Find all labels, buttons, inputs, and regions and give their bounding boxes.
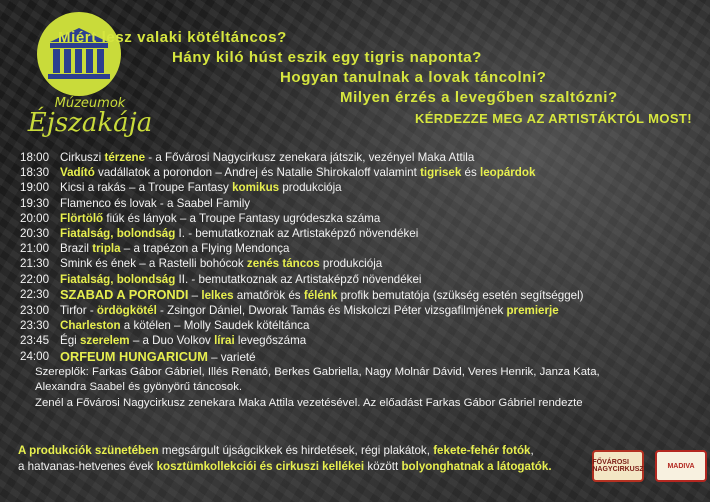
footer-text (18, 443, 608, 474)
highlight-text: komikus (232, 181, 280, 195)
schedule-row (20, 196, 700, 211)
highlight-text: Vadító (60, 166, 95, 180)
description-text: produkciója (319, 257, 383, 271)
schedule-time: 23:45 (20, 334, 50, 348)
schedule-description (60, 196, 700, 211)
description-text: produkciója (279, 181, 342, 195)
description-text: I. - bemutatkoznak az Artistaképző növendékei (175, 227, 419, 241)
description-text: amatőrök és (233, 288, 304, 302)
highlight-text: ördögkötél (96, 304, 157, 318)
highlight-text: félénk (303, 288, 338, 302)
schedule-time: 18:30 (20, 166, 50, 180)
description-text: – a trapézon a Flying Mendonça (120, 242, 290, 256)
schedule-row (20, 165, 700, 180)
highlight-text: fekete-fehér (433, 444, 503, 457)
description-text: Smink és ének – a Rastelli bohócok (60, 257, 247, 271)
schedule-row (20, 241, 700, 256)
schedule-list (20, 150, 700, 411)
logo-big-text: Éjszakája (27, 108, 153, 138)
description-text: Égi (60, 334, 80, 348)
highlight-text: fotók (502, 444, 531, 457)
cast-line: Szereplők: Farkas Gábor Gábriel, Illés Renátó, Berkes Gabriella, Nagy Molnár Dávid, Veres Henrik, Janza Kata, (35, 365, 600, 378)
schedule-description (60, 287, 700, 303)
description-text: fiúk és lányok – a Troupe Fantasy ugródeszka száma (103, 211, 381, 225)
highlight-text: Fiatalság, bolondság (60, 227, 176, 241)
footer-segment: a hatvanas-hetvenes évek (18, 459, 157, 473)
highlight-text: szerelem (79, 334, 130, 348)
description-text: a kötélen – Molly Saudek kötéltánca (120, 319, 310, 333)
schedule-description (60, 272, 700, 287)
schedule-row (20, 150, 700, 165)
schedule-description (60, 180, 700, 195)
schedule-description (60, 165, 700, 180)
description-text: Brazil (60, 242, 93, 256)
description-text: Flamenco és lovak - a Saabel Family (60, 196, 251, 210)
schedule-row (20, 349, 700, 365)
highlight-text: tigrisek (420, 166, 462, 180)
description-text: Kicsi a rakás – a Troupe Fantasy (60, 181, 233, 195)
question-line: Hogyan tanulnak a lovak táncolni? (280, 69, 547, 86)
schedule-description (60, 349, 700, 365)
question-line: Miért lesz valaki kötéltáncos? (58, 29, 287, 46)
schedule-description (60, 318, 700, 333)
description-text: vadállatok a porondon – Andrej és Natalie Shirokaloff valamint (94, 166, 421, 180)
description-text: – varieté (207, 350, 256, 364)
schedule-time: 19:30 (20, 196, 50, 210)
highlight-text: lelkes (201, 288, 234, 302)
schedule-description (60, 226, 700, 241)
highlight-text: Fiatalság, bolondság (60, 272, 176, 286)
schedule-row (20, 256, 700, 271)
schedule-row (20, 318, 700, 333)
schedule-row (20, 303, 700, 318)
schedule-row (20, 180, 700, 195)
schedule-time: 20:00 (20, 211, 50, 225)
highlight-text: Flörtölő (60, 211, 104, 225)
schedule-time: 18:00 (20, 151, 50, 164)
partner-logo-madiva: MADIVA (655, 450, 707, 482)
highlight-text: SZABAD A PORONDI (60, 286, 189, 302)
highlight-text: leopárdok (480, 166, 536, 180)
schedule-row (20, 287, 700, 303)
description-text: – (188, 288, 202, 302)
highlight-text: premierje (506, 304, 559, 318)
highlight-text: lírai (214, 334, 235, 348)
highlight-text: zenés táncos (246, 257, 320, 271)
schedule-time: 22:00 (20, 272, 50, 286)
description-text: Cirkuszi (60, 151, 105, 164)
logo-small-text: Múzeumok (54, 96, 126, 111)
description-text: levegőszáma (234, 334, 307, 348)
footer-segment: , (530, 444, 534, 457)
schedule-time: 24:00 (20, 349, 50, 363)
footer-line (18, 459, 608, 475)
schedule-time: 21:00 (20, 242, 50, 256)
highlight-text: térzene (104, 151, 146, 164)
highlight-text: Charleston (60, 319, 121, 333)
schedule-description (60, 211, 700, 226)
schedule-row (20, 211, 700, 226)
cast-block (20, 365, 700, 411)
schedule-time: 19:00 (20, 181, 50, 195)
cast-line: Alexandra Saabel és gyönyörű táncosok. (35, 381, 243, 394)
schedule-row (20, 333, 700, 348)
schedule-row (20, 226, 700, 241)
description-text: II. - bemutatkoznak az Artistaképző növendékei (175, 272, 422, 286)
schedule-description (60, 241, 700, 256)
schedule-time: 22:30 (20, 287, 50, 301)
schedule-description (60, 150, 700, 165)
schedule-time: 20:30 (20, 227, 50, 241)
highlight-text: ORFEUM HUNGARICUM (60, 348, 208, 364)
schedule-time: 21:30 (20, 257, 50, 271)
description-text: - a Fővárosi Nagycirkusz zenekara játszik, vezényel Maka Attila (145, 151, 475, 164)
highlight-text: kosztümkollekciói és cirkuszi kellékei (156, 459, 368, 473)
footer-line (18, 443, 608, 459)
highlight-text: bolyonghatnak a látogatók. (401, 459, 552, 473)
schedule-time: 23:30 (20, 319, 50, 333)
call-to-action: KÉRDEZZE MEG AZ ARTISTÁKTÓL MOST! (414, 111, 692, 126)
partner-logo-nagycirkusz: FŐVÁROSI NAGYCIRKUSZ (592, 450, 644, 482)
schedule-description (60, 303, 700, 318)
schedule-row (20, 272, 700, 287)
footer-segment: között (367, 459, 402, 473)
description-text: - Zsingor Dániel, Dworak Tamás és Miskolczi Péter vizsgafilmjének (156, 304, 507, 318)
cast-line: Zenél a Fővárosi Nagycirkusz zenekara Maka Attila vezetésével. Az előadást Farkas Gábor Gábriel rendezte (35, 396, 583, 409)
description-text: és (461, 166, 480, 180)
schedule-description (60, 333, 700, 348)
question-line: Milyen érzés a levegőben szaltózni? (340, 89, 618, 106)
description-text: – a Duo Volkov (129, 334, 215, 348)
schedule-description (60, 256, 700, 271)
schedule-time: 23:00 (20, 304, 50, 318)
description-text: Tirfor - (60, 304, 97, 318)
highlight-text: A produkciók szünetében (18, 444, 162, 457)
question-line: Hány kiló húst eszik egy tigris naponta? (172, 49, 482, 66)
museum-building-icon (14, 8, 144, 98)
description-text: profik bemutatója (szükség esetén segítséggel) (337, 288, 584, 302)
footer-segment: megsárgult újságcikkek és hirdetések, régi plakátok, (161, 444, 434, 457)
highlight-text: tripla (92, 242, 121, 256)
